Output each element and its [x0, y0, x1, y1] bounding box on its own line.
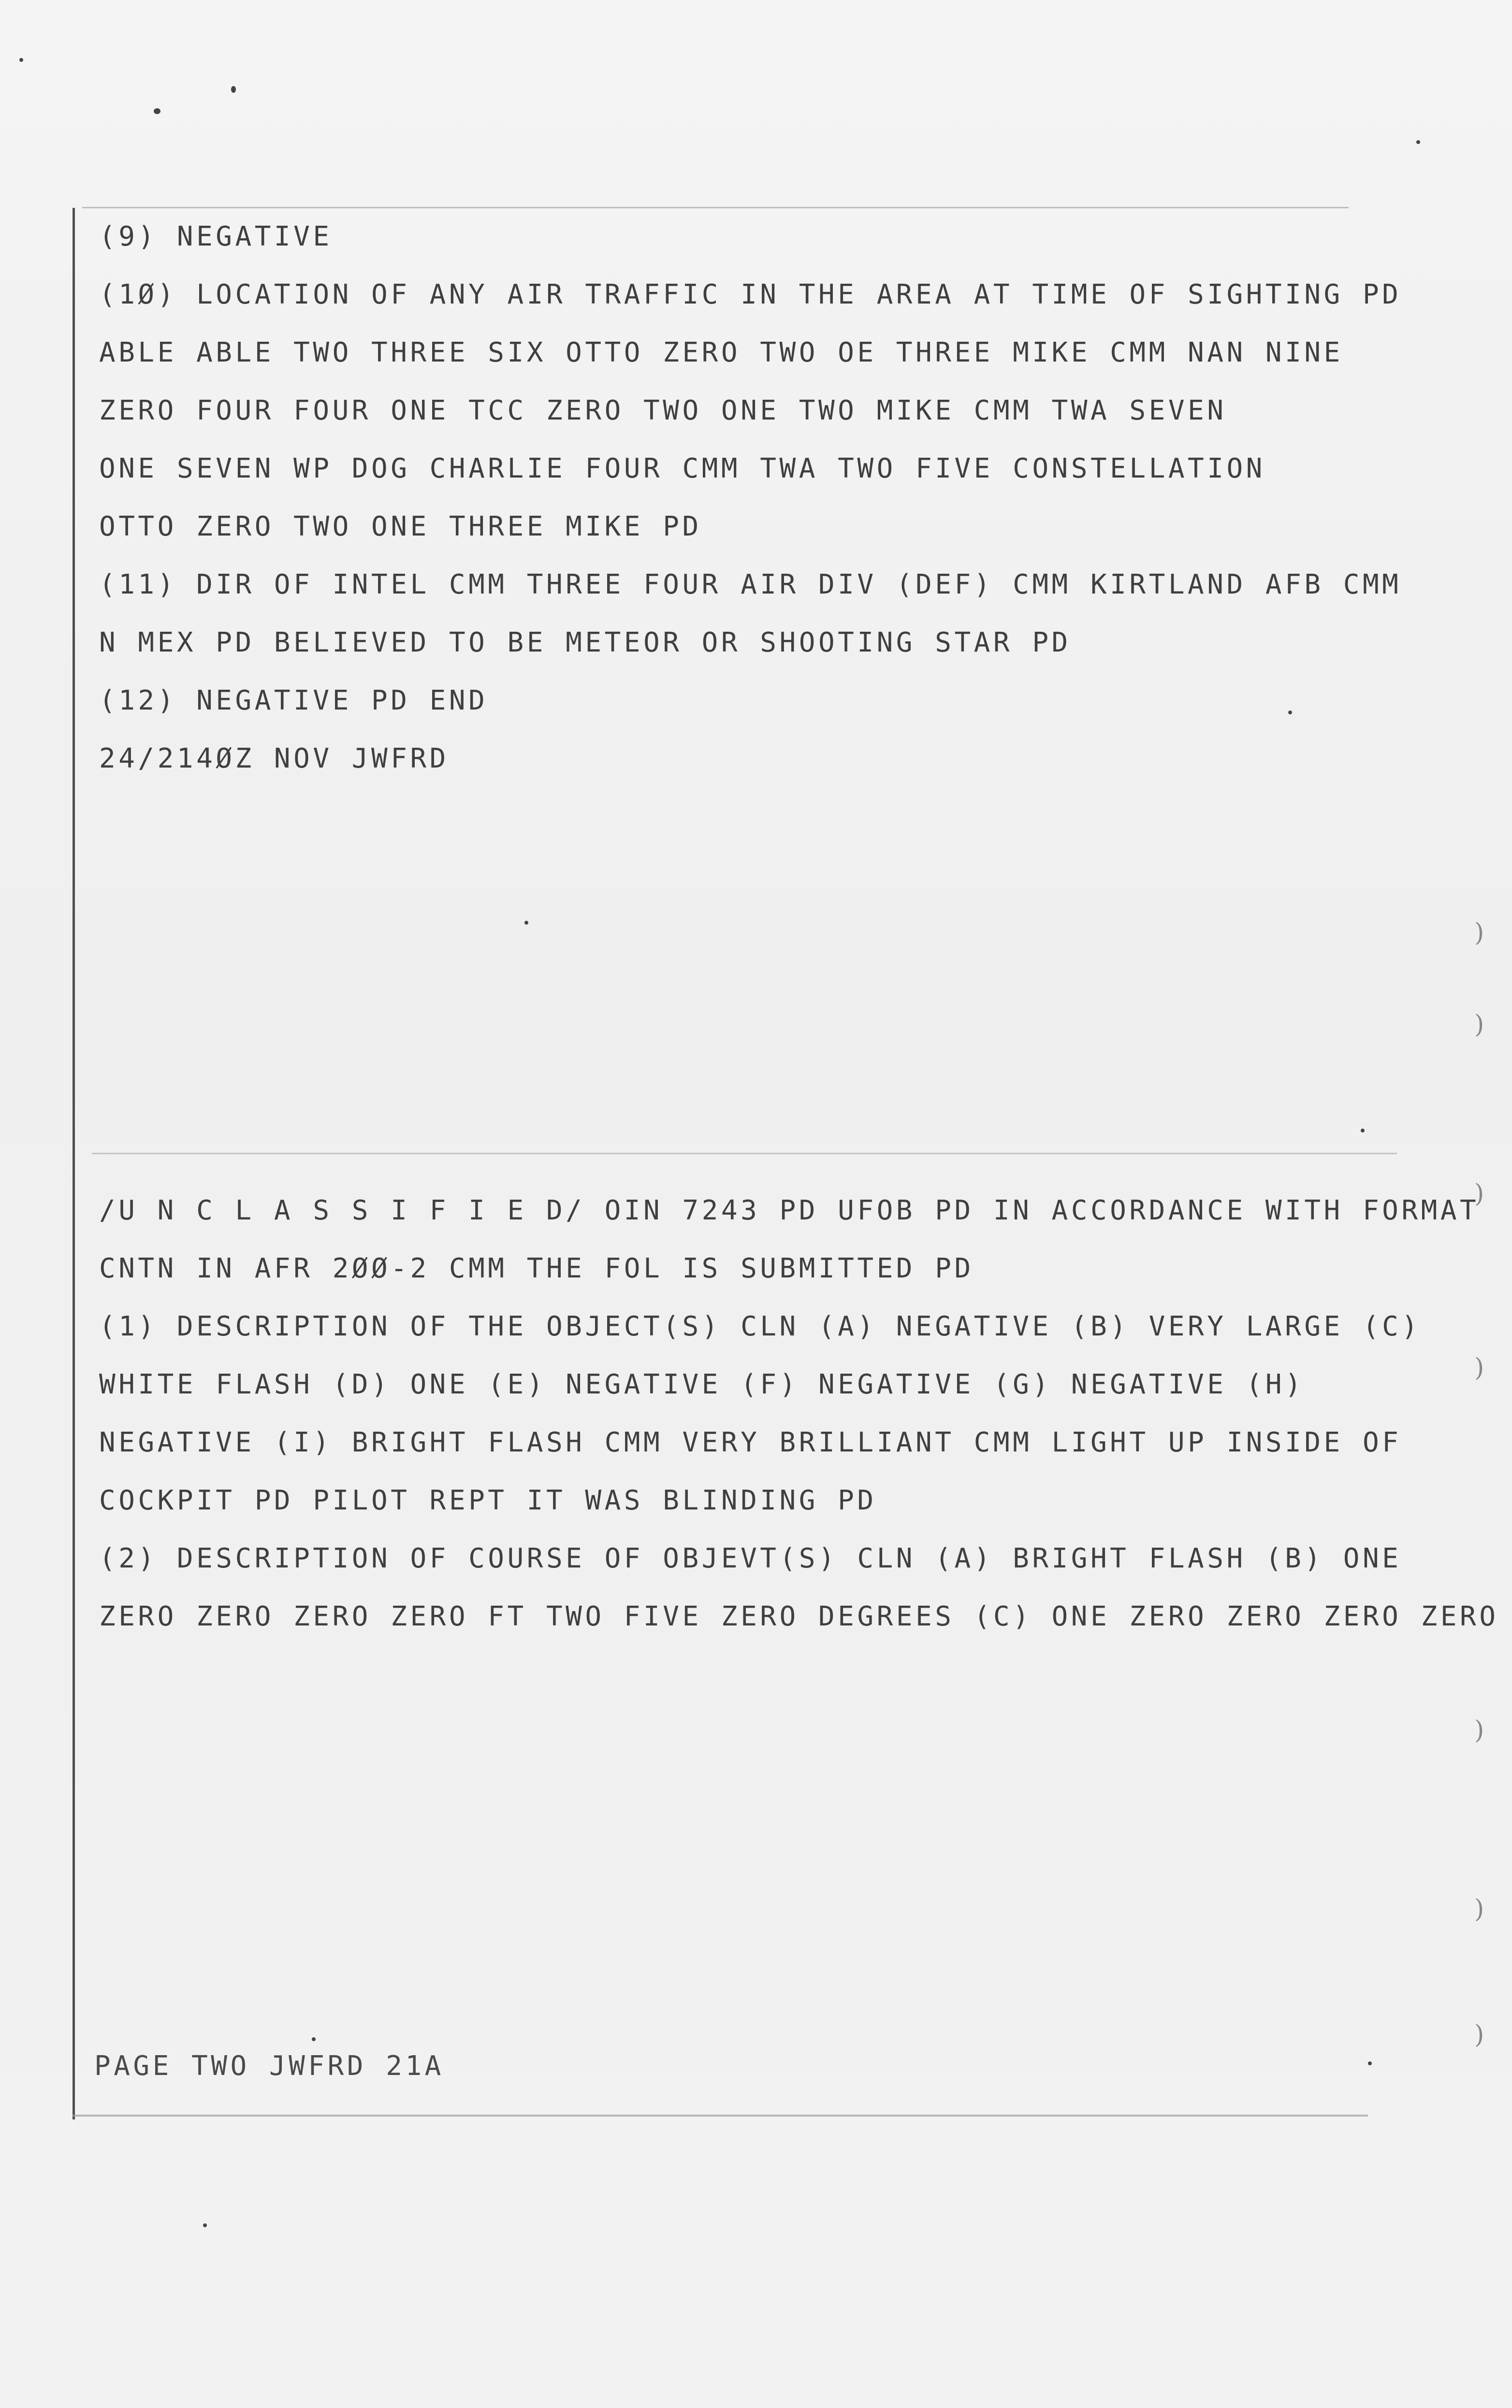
scan-speck: [1416, 140, 1420, 144]
bottom-divider: [73, 2115, 1368, 2117]
scan-speck: [1368, 2061, 1372, 2065]
scan-speck: [1288, 711, 1292, 714]
scan-speck: [1361, 1129, 1365, 1132]
text-line: N MEX PD BELIEVED TO BE METEOR OR SHOOTING STAR PD: [99, 627, 1071, 658]
text-line: ZERO ZERO ZERO ZERO FT TWO FIVE ZERO DEGREES (C) ONE ZERO ZERO ZERO ZERO: [99, 1601, 1499, 1632]
scan-speck: [203, 2223, 207, 2227]
page-footer: PAGE TWO JWFRD 21A: [94, 2050, 444, 2082]
text-line: ZERO FOUR FOUR ONE TCC ZERO TWO ONE TWO MIKE CMM TWA SEVEN: [99, 395, 1227, 426]
text-line: (1Ø) LOCATION OF ANY AIR TRAFFIC IN THE AREA AT TIME OF SIGHTING PD: [99, 279, 1402, 310]
binding-mark: ): [1474, 1353, 1484, 1382]
scan-speck: [19, 58, 23, 62]
binding-mark: ): [1474, 2020, 1484, 2049]
text-line: (2) DESCRIPTION OF COURSE OF OBJEVT(S) CLN (A) BRIGHT FLASH (B) ONE: [99, 1543, 1402, 1574]
scan-speck: [312, 2037, 316, 2041]
text-line: COCKPIT PD PILOT REPT IT WAS BLINDING PD: [99, 1485, 877, 1516]
text-line: ONE SEVEN WP DOG CHARLIE FOUR CMM TWA TWO FIVE CONSTELLATION: [99, 453, 1265, 484]
teletype-section-top: [99, 208, 1453, 788]
scan-speck: [524, 921, 528, 925]
scan-speck: [154, 108, 160, 114]
binding-mark: ): [1474, 1010, 1484, 1039]
text-line: OTTO ZERO TWO ONE THREE MIKE PD: [99, 511, 702, 542]
text-line: CNTN IN AFR 2ØØ-2 CMM THE FOL IS SUBMITTED PD: [99, 1253, 974, 1284]
text-line: NEGATIVE (I) BRIGHT FLASH CMM VERY BRILLIANT CMM LIGHT UP INSIDE OF: [99, 1427, 1402, 1458]
binding-mark: ): [1474, 1895, 1484, 1924]
binding-mark: ): [1474, 1179, 1484, 1208]
scan-speck: [231, 86, 236, 93]
text-line: /U N C L A S S I F I E D/ OIN 7243 PD UFOB PD IN ACCORDANCE WITH FORMAT: [99, 1195, 1480, 1226]
text-line: WHITE FLASH (D) ONE (E) NEGATIVE (F) NEGATIVE (G) NEGATIVE (H): [99, 1369, 1305, 1400]
binding-mark: ): [1474, 1716, 1484, 1745]
binding-mark: ): [1474, 918, 1484, 947]
text-line: ABLE ABLE TWO THREE SIX OTTO ZERO TWO OE THREE MIKE CMM NAN NINE: [99, 337, 1343, 368]
text-line: (11) DIR OF INTEL CMM THREE FOUR AIR DIV (DEF) CMM KIRTLAND AFB CMM: [99, 569, 1402, 600]
text-line: 24/214ØZ NOV JWFRD: [99, 743, 449, 774]
text-line: (12) NEGATIVE PD END: [99, 685, 488, 716]
left-margin-line: [73, 208, 75, 2119]
text-line: (9) NEGATIVE: [99, 221, 333, 252]
teletype-section-mid: [99, 1182, 1499, 1646]
text-line: (1) DESCRIPTION OF THE OBJECT(S) CLN (A) NEGATIVE (B) VERY LARGE (C): [99, 1311, 1421, 1342]
section-divider: [92, 1153, 1397, 1154]
